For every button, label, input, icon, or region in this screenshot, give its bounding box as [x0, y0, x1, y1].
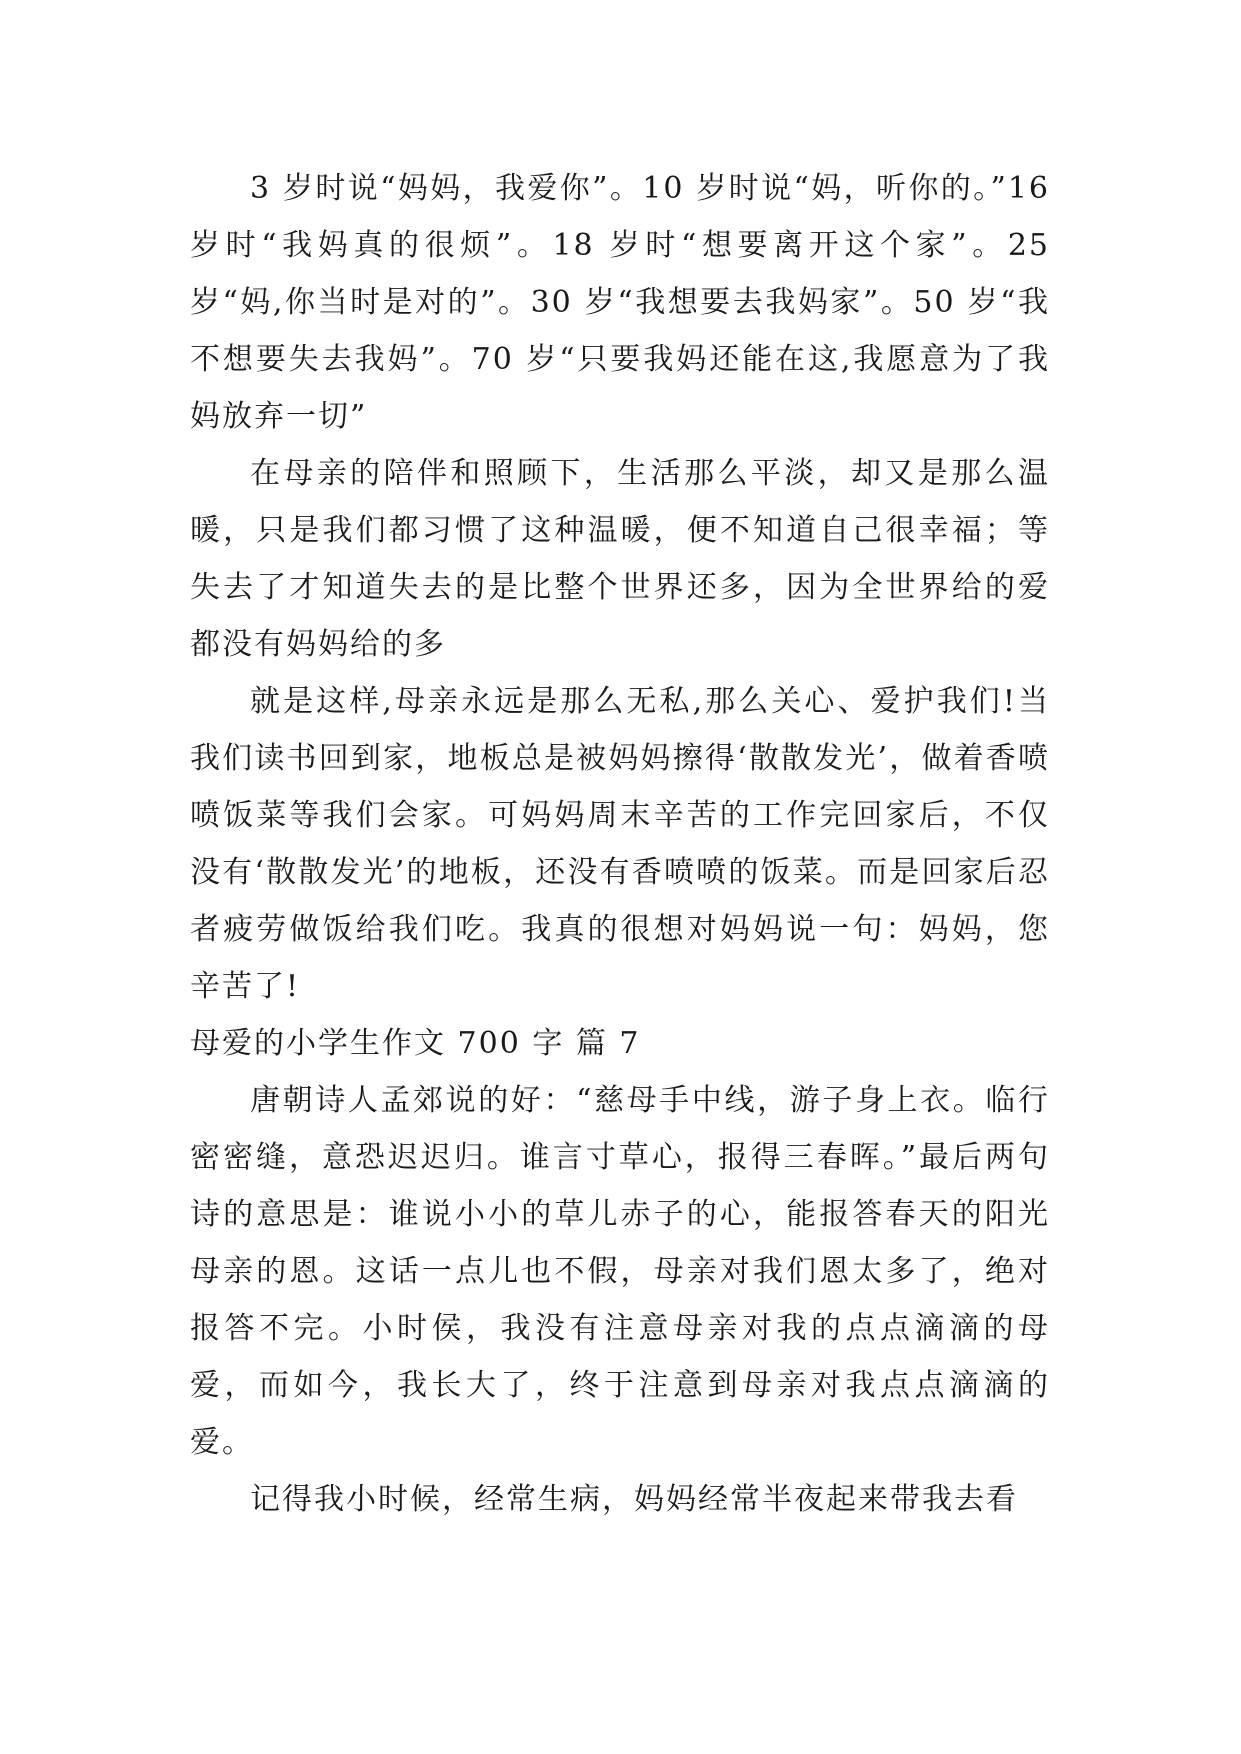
- paragraph-ages: 3 岁时说“妈妈，我爱你”。10 岁时说“妈，听你的。”16 岁时“我妈真的很烦”。18 岁时“想要离开这个家”。25 岁“妈,你当时是对的”。30 岁“我想要去我妈家”。50 岁“我不想要失去我妈”。70 岁“只要我妈还能在这,我愿意为了我妈放弃一切”: [190, 171, 1050, 434]
- section-title: 母爱的小学生作文 700 字 篇 7: [190, 1026, 641, 1061]
- document-body: [190, 160, 1050, 1528]
- paragraph-poem: 唐朝诗人孟郊说的好：“慈母手中线，游子身上衣。临行密密缝，意恐迟迟归。谁言寸草心，报得三春晖。”最后两句诗的意思是：谁说小小的草儿赤子的心，能报答春天的阳光母亲的恩。这话一点儿也不假，母亲对我们恩太多了，绝对报答不完。小时侯，我没有注意母亲对我的点点滴滴的母爱，而如今，我长大了，终于注意到母亲对我点点滴滴的爱。: [190, 1083, 1050, 1460]
- paragraph-childhood: 记得我小时候，经常生病，妈妈经常半夜起来带我去看: [250, 1482, 1018, 1517]
- paragraph-companionship: 在母亲的陪伴和照顾下，生活那么平淡，却又是那么温暖，只是我们都习惯了这种温暖，便不知道自己很幸福；等失去了才知道失去的是比整个世界还多，因为全世界给的爱都没有妈妈给的多: [190, 456, 1050, 662]
- paragraph-selfless-mother: 就是这样,母亲永远是那么无私,那么关心、爱护我们!当我们读书回到家，地板总是被妈妈擦得‘散散发光’，做着香喷喷饭菜等我们会家。可妈妈周末辛苦的工作完回家后，不仅没有‘散散发光’的地板，还没有香喷喷的饭菜。而是回家后忍者疲劳做饭给我们吃。我真的很想对妈妈说一句：妈妈，您辛苦了!: [190, 684, 1050, 1004]
